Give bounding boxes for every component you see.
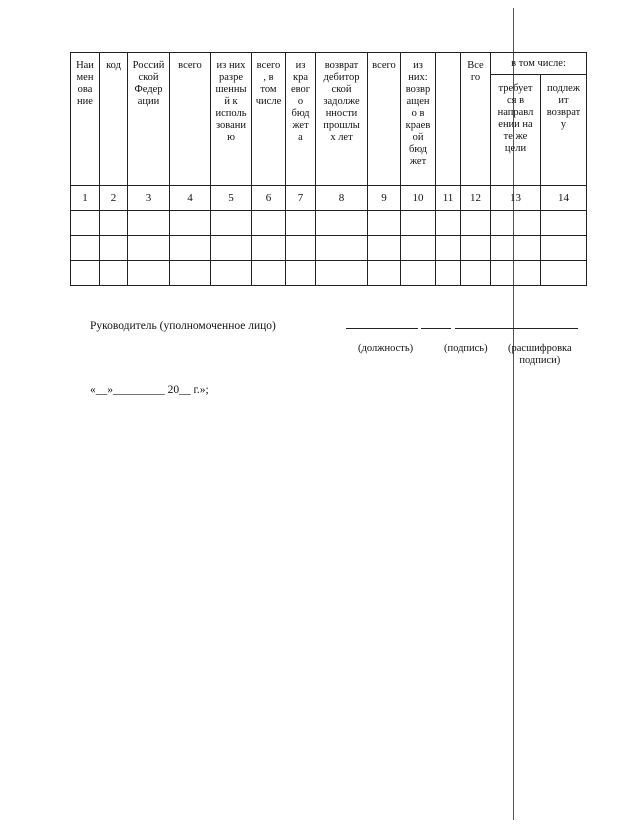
header-returned: из них: возвр ащен о в краев ой бюд жет xyxy=(401,53,436,186)
name-decode-caption: (расшифровка подписи) xyxy=(508,343,572,366)
header-total-2: всего xyxy=(368,53,401,186)
column-number: 8 xyxy=(316,185,368,210)
header-regional-budget: из кра евог о бюд жет а xyxy=(286,53,316,186)
column-number: 2 xyxy=(100,185,128,210)
subheader-to-return: подлеж ит возврат у xyxy=(541,75,587,185)
column-number: 3 xyxy=(128,185,170,210)
column-number: 6 xyxy=(252,185,286,210)
table-row xyxy=(71,260,587,285)
name-decode-line xyxy=(455,328,578,329)
column-number: 12 xyxy=(461,185,491,210)
table-row xyxy=(71,210,587,235)
column-number: 11 xyxy=(436,185,461,210)
column-number: 1 xyxy=(71,185,100,210)
column-number: 13 xyxy=(491,185,541,210)
column-number: 10 xyxy=(401,185,436,210)
column-number: 5 xyxy=(211,185,252,210)
date-line: «__»_________ 20__ г.»; xyxy=(90,384,209,396)
header-federation: Россий ской Федер ации xyxy=(128,53,170,186)
header-code: код xyxy=(100,53,128,186)
header-total-including: всего , в том числе xyxy=(252,53,286,186)
column-number: 9 xyxy=(368,185,401,210)
header-group-including: в том числе: xyxy=(491,53,587,75)
header-total: всего xyxy=(170,53,211,186)
header-debt-return: возврат дебитор ской задолже нности прошлы х лет xyxy=(316,53,368,186)
column-number: 14 xyxy=(541,185,587,210)
header-allowed: из них разре шенны й к исполь зовани ю xyxy=(211,53,252,186)
header-total-3: Все го xyxy=(461,53,491,186)
position-line xyxy=(346,328,418,329)
column-number: 4 xyxy=(170,185,211,210)
signatory-label: Руководитель (уполномоченное лицо) xyxy=(90,320,276,332)
report-table xyxy=(70,52,587,286)
column-number: 7 xyxy=(286,185,316,210)
signature-caption: (подпись) xyxy=(444,343,488,354)
header-name: Наи мен ова ние xyxy=(71,53,100,186)
signature-line xyxy=(421,328,451,329)
position-caption: (должность) xyxy=(358,343,414,354)
header-empty xyxy=(436,53,461,186)
subheader-same-purpose: требует ся в направл ении на те же цели xyxy=(491,75,541,185)
table-row xyxy=(71,235,587,260)
